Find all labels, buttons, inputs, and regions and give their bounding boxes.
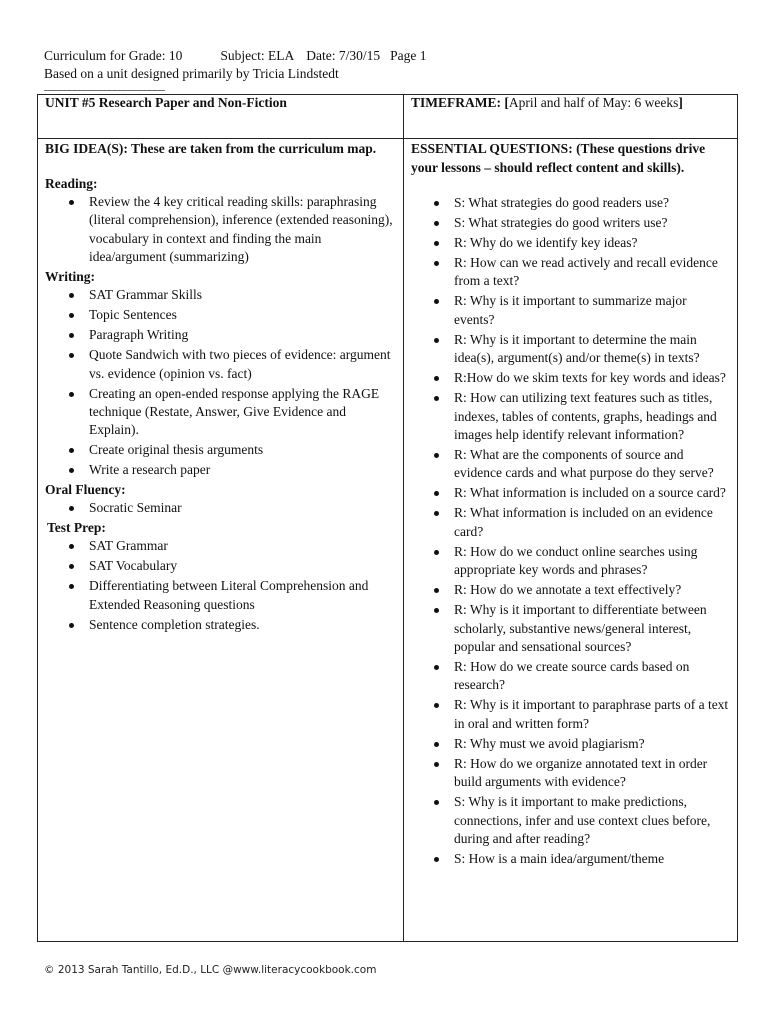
date: Date: 7/30/15 bbox=[306, 48, 381, 63]
list-item: R: Why is it important to differentiate between scholarly, substantive news/general interest, popular and sensational sources? bbox=[454, 601, 730, 656]
list-item: S: What strategies do good writers use? bbox=[454, 214, 730, 232]
essential-questions-list bbox=[411, 194, 730, 869]
oral-fluency-heading: Oral Fluency: bbox=[45, 482, 126, 498]
list-item: Creating an open-ended response applying the RAGE technique (Restate, Answer, Give Evidence and Explain). bbox=[89, 385, 396, 440]
table-row bbox=[38, 139, 738, 942]
list-item: R: Why is it important to paraphrase parts of a text in oral and written form? bbox=[454, 696, 730, 733]
subject: Subject: ELA bbox=[220, 48, 295, 63]
curriculum-grade: Curriculum for Grade: 10 bbox=[44, 48, 183, 63]
list-item: R:How do we skim texts for key words and ideas? bbox=[454, 369, 730, 387]
list-item: Socratic Seminar bbox=[89, 499, 396, 517]
timeframe-label: TIMEFRAME: [ bbox=[411, 95, 509, 110]
list-item: SAT Grammar bbox=[89, 537, 396, 555]
oral-fluency-list bbox=[45, 499, 396, 517]
timeframe-cell bbox=[404, 95, 738, 139]
list-item: R: How can we read actively and recall evidence from a text? bbox=[454, 254, 730, 291]
list-item: Topic Sentences bbox=[89, 306, 396, 324]
unit-cell bbox=[38, 95, 404, 139]
test-prep-heading: Test Prep: bbox=[47, 520, 106, 536]
reading-list bbox=[45, 193, 396, 267]
big-ideas-cell bbox=[38, 139, 404, 942]
header-rule: ________________________ bbox=[44, 78, 164, 92]
list-item: SAT Grammar Skills bbox=[89, 286, 396, 304]
list-item: Paragraph Writing bbox=[89, 326, 396, 344]
list-item: S: How is a main idea/argument/theme bbox=[454, 850, 730, 868]
list-item: Differentiating between Literal Comprehension and Extended Reasoning questions bbox=[89, 577, 396, 614]
list-item: R: How do we annotate a text effectively? bbox=[454, 581, 730, 599]
based-on-line: Based on a unit designed primarily by Tricia Lindstedt bbox=[44, 66, 339, 81]
big-ideas-title: BIG IDEA(S): These are taken from the curriculum map. bbox=[45, 141, 377, 156]
list-item: S: What strategies do good readers use? bbox=[454, 194, 730, 212]
timeframe-close: ] bbox=[678, 95, 683, 110]
list-item: Sentence completion strategies. bbox=[89, 616, 396, 634]
copyright-footer: © 2013 Sarah Tantillo, Ed.D., LLC @www.literacycookbook.com bbox=[44, 964, 377, 976]
list-item: R: What information is included on an evidence card? bbox=[454, 504, 730, 541]
list-item: R: What are the components of source and evidence cards and what purpose do they serve? bbox=[454, 446, 730, 483]
header-line-1 bbox=[44, 47, 426, 65]
test-prep-list bbox=[45, 537, 396, 634]
writing-heading: Writing: bbox=[45, 269, 95, 285]
list-item: Create original thesis arguments bbox=[89, 441, 396, 459]
list-item: S: Why is it important to make predictions, connections, infer and use context clues before, during and after reading? bbox=[454, 793, 730, 848]
page-number: Page 1 bbox=[390, 48, 427, 63]
list-item: R: Why is it important to summarize major events? bbox=[454, 292, 730, 329]
list-item: R: How do we organize annotated text in order build arguments with evidence? bbox=[454, 755, 730, 792]
list-item: Write a research paper bbox=[89, 461, 396, 479]
essential-questions-title: ESSENTIAL QUESTIONS: (These questions drive your lessons – should reflect content and skills). bbox=[411, 141, 706, 175]
list-item: R: How do we create source cards based on research? bbox=[454, 658, 730, 695]
list-item: R: How do we conduct online searches using appropriate key words and phrases? bbox=[454, 543, 730, 580]
reading-heading: Reading: bbox=[45, 176, 98, 191]
list-item: R: Why must we avoid plagiarism? bbox=[454, 735, 730, 753]
table-row bbox=[38, 95, 738, 139]
list-item: R: How can utilizing text features such as titles, indexes, tables of contents, graphs, headings and images help identify relevant information? bbox=[454, 389, 730, 444]
writing-list bbox=[45, 286, 396, 480]
curriculum-table bbox=[37, 94, 738, 942]
list-item: Review the 4 key critical reading skills: paraphrasing (literal comprehension), inference (extended reasoning), vocabulary in context and finding the main idea/argument (summarizing) bbox=[89, 193, 396, 267]
list-item: SAT Vocabulary bbox=[89, 557, 396, 575]
unit-title: UNIT #5 Research Paper and Non-Fiction bbox=[45, 95, 287, 110]
timeframe-value: April and half of May: 6 weeks bbox=[508, 95, 679, 110]
list-item: R: What information is included on a source card? bbox=[454, 484, 730, 502]
list-item: Quote Sandwich with two pieces of evidence: argument vs. evidence (opinion vs. fact) bbox=[89, 346, 396, 383]
list-item: R: Why is it important to determine the main idea(s), argument(s) and/or theme(s) in texts? bbox=[454, 331, 730, 368]
list-item: R: Why do we identify key ideas? bbox=[454, 234, 730, 252]
essential-questions-cell bbox=[404, 139, 738, 942]
